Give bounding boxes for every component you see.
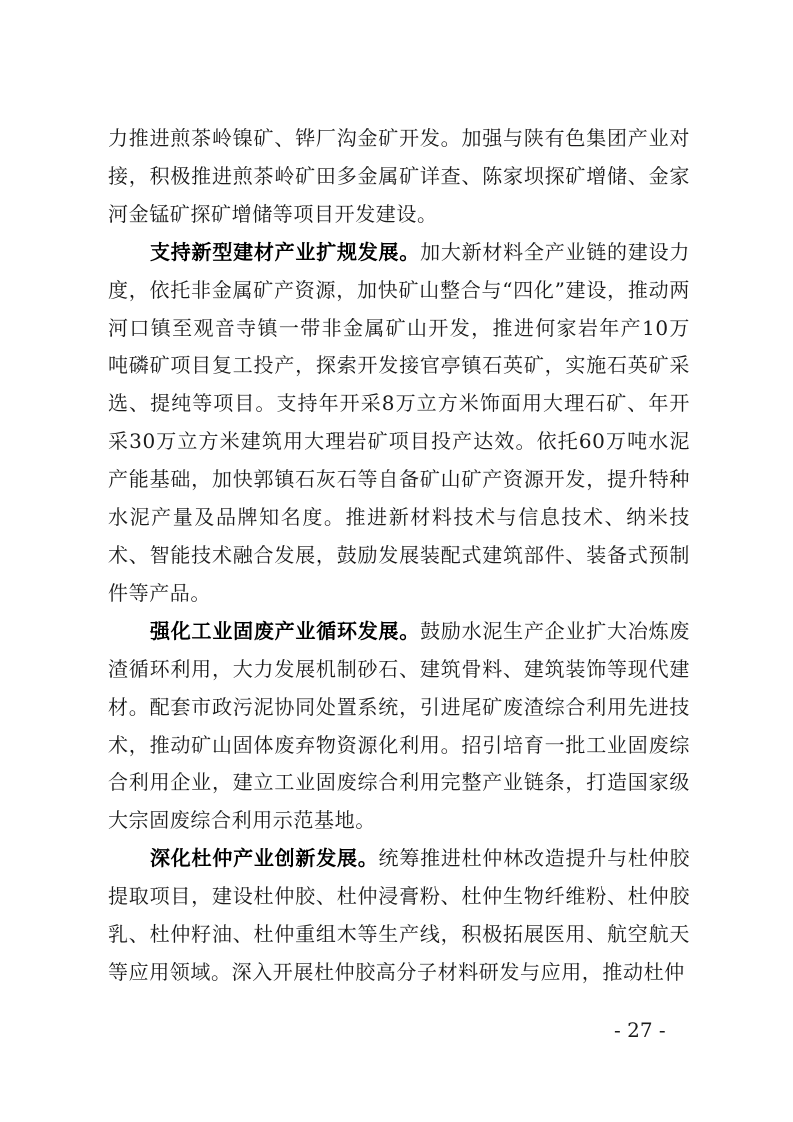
paragraph-text: 力推进煎茶岭镍矿、铧厂沟金矿开发。加强与陕有色集团产业对接，积极推进煎茶岭矿田多金属矿详查、陈家坝探矿增储、金家河金锰矿探矿增储等项目开发建设。 — [108, 126, 690, 226]
paragraph-text: 加大新材料全产业链的建设力度，依托非金属矿产资源，加快矿山整合与“四化”建设，推动两河口镇至观音寺镇一带非金属矿山开发，推进何家岩年产10万吨磷矿项目复工投产，探索开发接官亭镇石英矿，实施石英矿采选、提纯等项目。支持年开采8万立方米饰面用大理石矿、年开采30万立方米建筑用大理岩矿项目投产达效。依托60万吨水泥产能基础，加快郭镇石灰石等自备矿山矿产资源开发，提升特种水泥产量及品牌知名度。推进新材料技术与信息技术、纳米技术、智能技术融合发展，鼓励发展装配式建筑部件、装备式预制件等产品。 — [108, 239, 690, 605]
paragraph-continuation — [108, 120, 690, 234]
paragraph-text: 统筹推进杜仲林改造提升与杜仲胶提取项目，建设杜仲胶、杜仲浸膏粉、杜仲生物纤维粉、杜仲胶乳、杜仲籽油、杜仲重组木等生产线，积极拓展医用、航空航天等应用领域。深入开展杜仲胶高分子材料研发与应用，推动杜仲 — [108, 846, 691, 984]
paragraph-industrial-waste — [108, 613, 690, 840]
page-number: - 27 - — [614, 1018, 666, 1042]
paragraph-lead-heading: 深化杜仲产业创新发展。 — [150, 846, 379, 871]
paragraph-lead-heading: 支持新型建材产业扩规发展。 — [150, 239, 421, 264]
paragraph-text: 鼓励水泥生产企业扩大冶炼废渣循环利用，大力发展机制砂石、建筑骨料、建筑装饰等现代建材。配套市政污泥协同处置系统，引进尾矿废渣综合利用先进技术，推动矿山固体废弃物资源化利用。招引培育一批工业固废综合利用企业，建立工业固废综合利用完整产业链条，打造国家级大宗固废综合利用示范基地。 — [108, 618, 690, 833]
paragraph-building-materials — [108, 234, 690, 613]
paragraph-eucommia — [108, 840, 690, 992]
paragraph-lead-heading: 强化工业固废产业循环发展。 — [150, 618, 421, 643]
document-body — [108, 120, 690, 992]
